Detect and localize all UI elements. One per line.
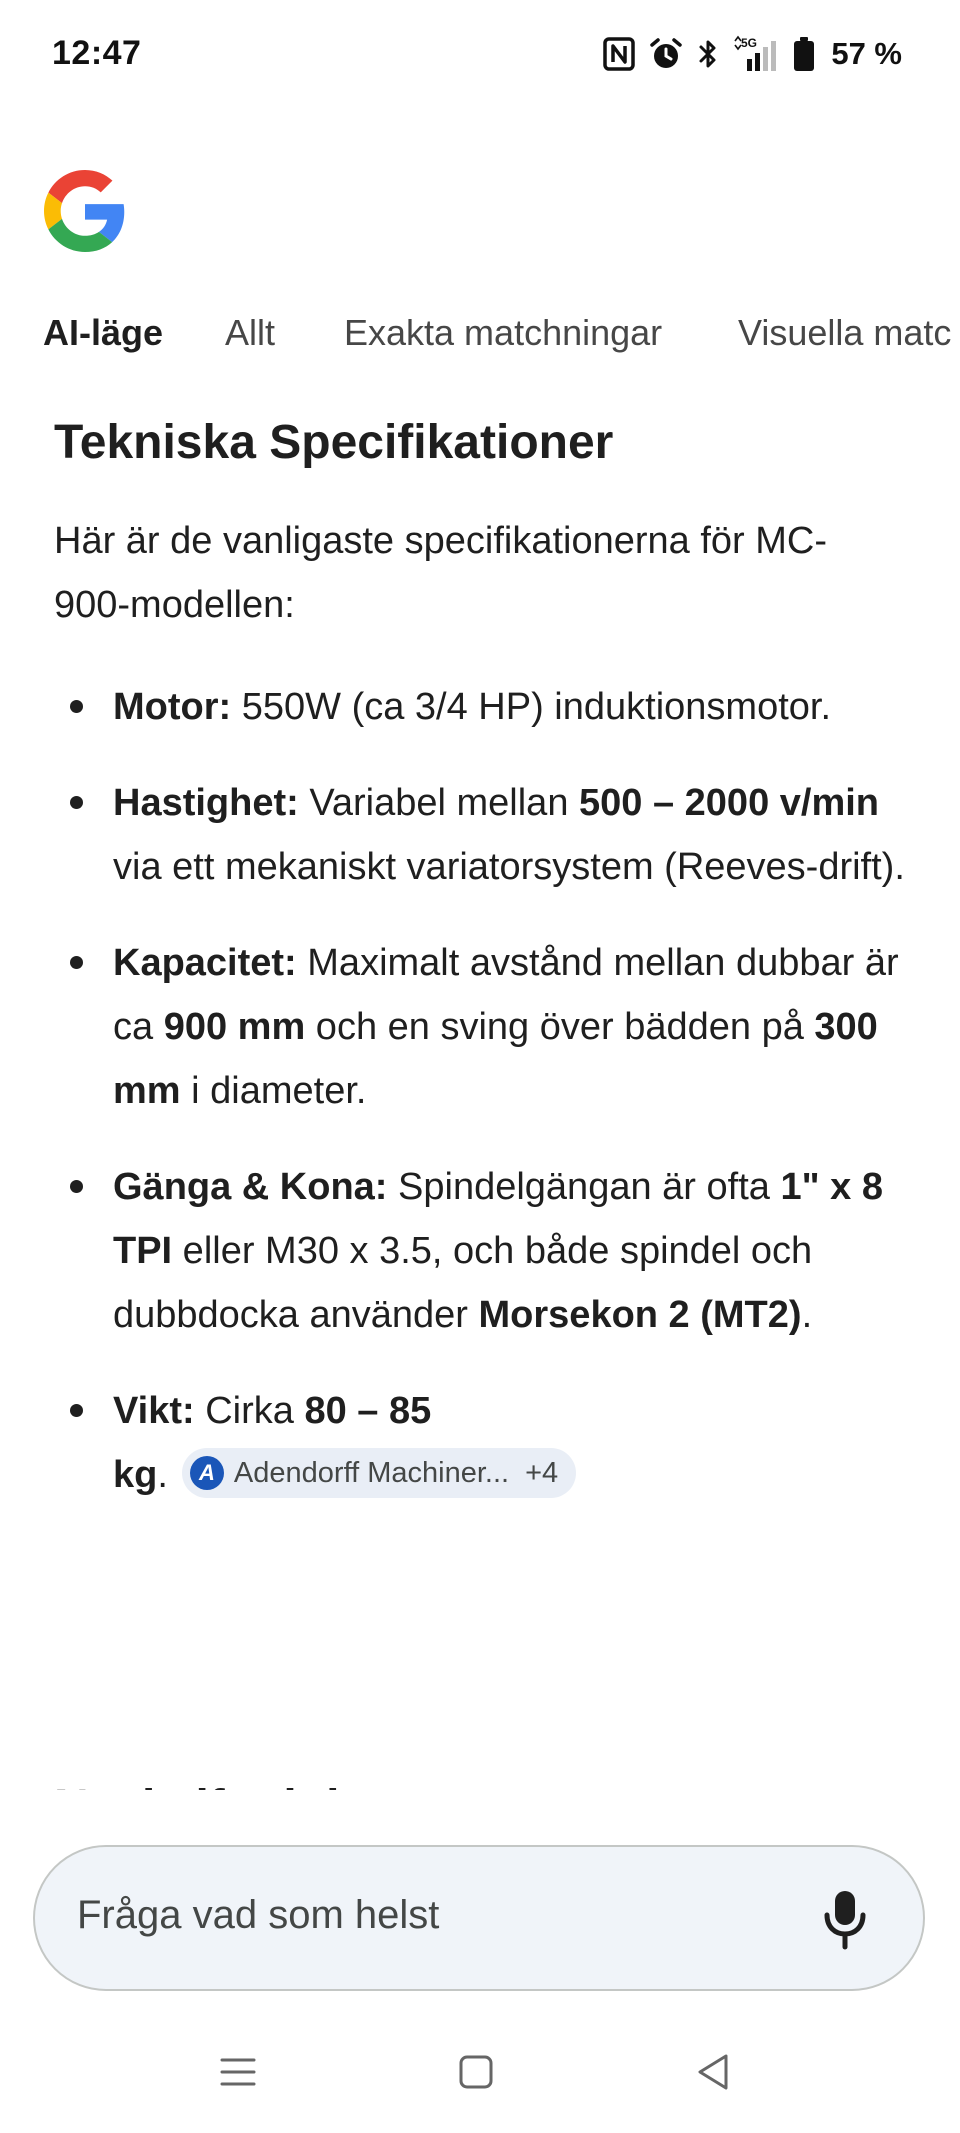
spec-item — [54, 771, 914, 899]
menu-icon[interactable] — [214, 2048, 262, 2096]
spec-text: eller M30 x 3.5, och både spindel och dubbdocka använder — [113, 1230, 813, 1336]
spec-value-unit: kg — [113, 1454, 158, 1496]
battery-icon — [793, 36, 815, 72]
spec-text: Cirka — [194, 1390, 305, 1432]
spec-value: Morsekon 2 (MT2) — [478, 1294, 802, 1336]
ai-answer — [54, 405, 914, 1539]
spec-value: 900 mm — [163, 1006, 306, 1048]
tab-exact-matches[interactable]: Exakta matchningar — [344, 312, 663, 353]
spec-text: Maximalt avstånd mellan dubbar är ca — [113, 942, 899, 1048]
spec-value: 1" x 8 TPI — [113, 1166, 883, 1272]
bullet — [70, 1404, 83, 1417]
spec-text: i diameter. — [180, 1070, 367, 1112]
spec-text: Variabel mellan — [298, 782, 580, 824]
source-count: +4 — [525, 1456, 559, 1489]
spec-item — [54, 1155, 914, 1347]
spec-value: 500 – 2000 v/min — [579, 782, 880, 824]
tab-ai-mode[interactable]: AI-läge — [43, 312, 164, 353]
content-fade — [0, 1790, 960, 1850]
microphone-icon[interactable] — [815, 1887, 875, 1951]
spec-text: 550W (ca 3/4 HP) induktionsmotor. — [231, 686, 832, 728]
spec-item — [54, 675, 914, 739]
spec-text: via ett mekaniskt variatorsystem (Reeves-drift). — [113, 846, 905, 888]
ask-input[interactable] — [33, 1845, 925, 1991]
spec-text: Spindelgängan är ofta — [387, 1166, 781, 1208]
spec-text: . — [801, 1294, 813, 1336]
spec-end: . — [157, 1454, 168, 1496]
home-icon[interactable] — [452, 2048, 500, 2096]
bullet — [70, 956, 83, 969]
spec-label: Motor: — [113, 686, 232, 728]
section-title: Tekniska Specifikationer — [54, 416, 614, 469]
spec-value: 80 – 85 — [304, 1390, 432, 1432]
bullet — [70, 1180, 83, 1193]
tab-all[interactable]: Allt — [225, 312, 276, 353]
source-favicon: A — [190, 1456, 224, 1490]
spec-item — [54, 931, 914, 1123]
network-label: 5G — [741, 36, 758, 50]
google-logo[interactable] — [44, 170, 126, 252]
system-navbar — [0, 2030, 960, 2120]
ask-placeholder: Fråga vad som helst — [77, 1893, 440, 1937]
bluetooth-icon — [697, 37, 719, 71]
spec-label: Kapacitet: — [113, 942, 297, 984]
source-name: Adendorff Machiner... — [233, 1456, 510, 1489]
search-tabs — [0, 312, 960, 372]
nfc-icon — [603, 37, 635, 71]
battery-percent: 57 % — [831, 36, 902, 71]
spec-value: 300 mm — [113, 1006, 878, 1112]
tab-visual-matches[interactable]: Visuella matc — [738, 312, 952, 353]
spec-label: Vikt: — [113, 1390, 195, 1432]
intro-text: Här är de vanligaste specifikationerna för MC-900-modellen: — [54, 520, 828, 626]
bullet — [70, 700, 83, 713]
status-icons — [603, 34, 902, 74]
spec-label: Hastighet: — [113, 782, 299, 824]
source-chip[interactable] — [182, 1448, 576, 1498]
status-bar — [0, 0, 960, 110]
signal-5g-icon — [733, 35, 779, 73]
spec-label: Gänga & Kona: — [113, 1166, 388, 1208]
back-icon[interactable] — [690, 2048, 738, 2096]
bullet — [70, 796, 83, 809]
status-time: 12:47 — [52, 34, 142, 72]
spec-list — [54, 675, 914, 1507]
spec-item-weight — [54, 1379, 914, 1507]
alarm-icon — [649, 37, 683, 71]
spec-text: och en sving över bädden på — [305, 1006, 815, 1048]
